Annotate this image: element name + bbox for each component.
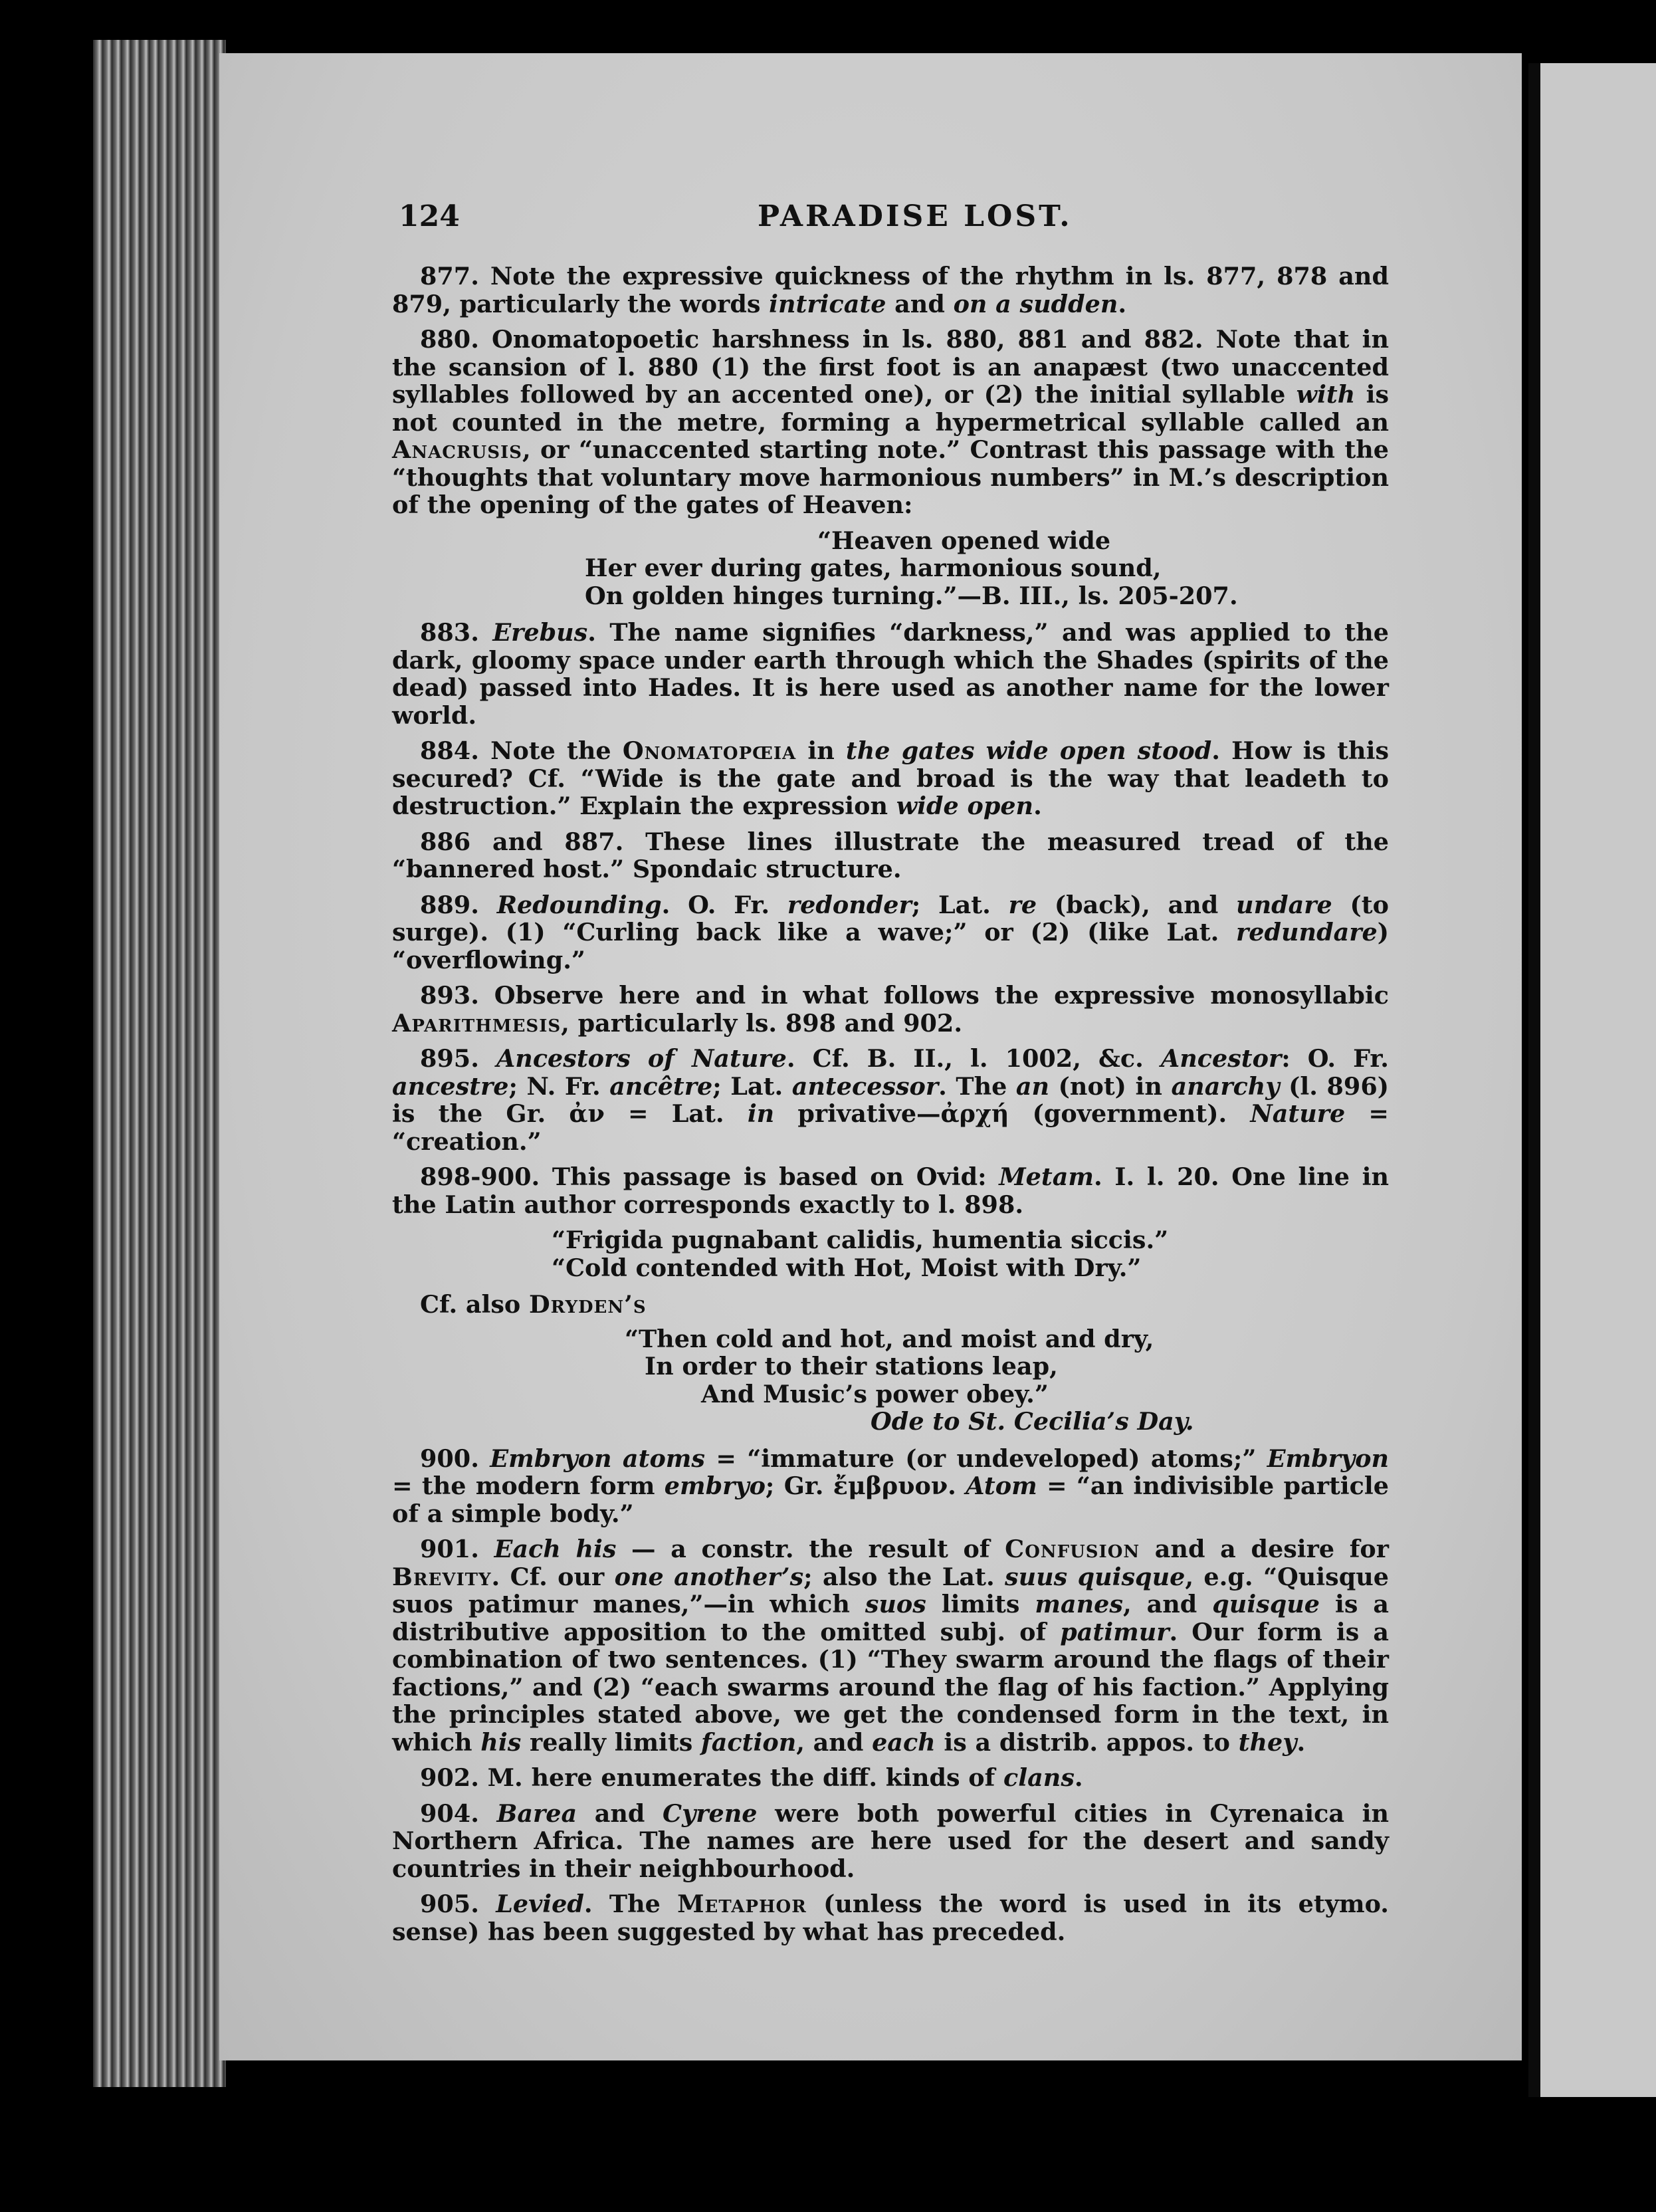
note-901: 901. Each his — a constr. the result of Confusion and a desire for Brevity. Cf. our one another’s; also the Lat. suus quisque, e.g. “Quisque suos patimur manes,”—in which suos limits manes, and quisque is a distributive apposition to the omitted subj. of patimur. Our form is a combination of two sentences. (1) “They swarm around the flags of their factions,” and (2) “each swarms around the flag of his faction.” Applying the principles stated above, we get the condensed form in the text, in which his really limits faction, and each is a distrib. appos. to they. [392,1535,1390,1757]
verse-quote-dryden: “Then cold and hot, and moist and dry, In order to their stations leap, And Music’s power obey.” Ode to St. Cecilia’s Day. [625,1324,1194,1436]
note-904: 904. Barea and Cyrene were both powerful cities in Cyrenaica in Northern Africa. The names are here used for the desert and sandy countries in their neighbourhood. [392,1799,1389,1883]
note-898: 898-900. This passage is based on Ovid: Metam. I. l. 20. One line in the Latin author corresponds exactly to l. 898. [392,1162,1389,1219]
note-877: 877. Note the expressive quickness of the rhythm in ls. 877, 878 and 879, particularly the words intricate and on a sudden. [392,262,1389,318]
note-902: 902. M. here enumerates the diff. kinds of clans. [420,1763,1083,1792]
note-895: 895. Ancestors of Nature. Cf. B. II., l. 1002, &c. Ancestor: O. Fr. ancestre; N. Fr. ancêtre; Lat. antecessor. The an (not) in anarchy (l. 896) is the Gr. ἀν = Lat. in privative—ἀρχή (government). Nature = “creation.” [392,1044,1390,1156]
note-883: 883. Erebus. The name signifies “darkness,” and was applied to the dark, gloomy space under earth through which the Shades (spirits of the dead) passed into Hades. It is here used as another name for the lower world. [392,618,1389,730]
verse-quote-ovid: “Frigida pugnabant calidis, humentia siccis.” “Cold contended with Hot, Moist with Dry.” [552,1226,1169,1282]
running-header [399,199,1382,239]
note-880: 880. Onomatopoetic harshness in ls. 880, 881 and 882. Note that in the scansion of l. 880 (1) the first foot is an anapæst (two unaccented syllables followed by an accented one), or (2) the initial syllable with is not counted in the metre, forming a hypermetrical syllable called an Anacrusis, or “unaccented starting note.” Contrast this passage with the “thoughts that voluntary move harmonious numbers” in M.’s description of the opening of the gates of Heaven: [392,325,1389,519]
note-905: 905. Levied. The Metaphor (unless the word is used in its etymo. sense) has been suggested by what has preceded. [392,1890,1390,1946]
note-893: 893. Observe here and in what follows the expressive monosyllabic Aparithmesis, particularly ls. 898 and 902. [392,981,1389,1038]
cf-dryden: Cf. also Dryden’s [420,1290,647,1319]
note-884: 884. Note the Onomatopœia in the gates wide open stood. How is this secured? Cf. “Wide is the gate and broad is the way that leadeth to destruction.” Explain the expression wide open. [392,736,1389,820]
note-889: 889. Redounding. O. Fr. redonder; Lat. re (back), and undare (to surge). (1) “Curling back like a wave;” or (2) (like Lat. redundare) “overflowing.” [392,890,1389,974]
note-886: 886 and 887. These lines illustrate the measured tread of the “bannered host.” Spondaic structure. [392,827,1389,883]
facing-page-edge [1528,63,1656,2097]
running-title: PARADISE LOST. [758,199,1073,233]
page-number: 124 [399,199,460,233]
note-900: 900. Embryon atoms = “immature (or undeveloped) atoms;” Embryon = the modern form embryo; Gr. ἔμβρυον. Atom = “an indivisible particle of a simple body.” [392,1444,1389,1528]
verse-quote-heaven: “Heaven opened wide Her ever during gates, harmonious sound, On golden hinges turning.”—B. III., ls. 205-207. [585,526,1238,610]
notes-body [392,263,1389,1953]
page-edge-stack [93,40,226,2087]
